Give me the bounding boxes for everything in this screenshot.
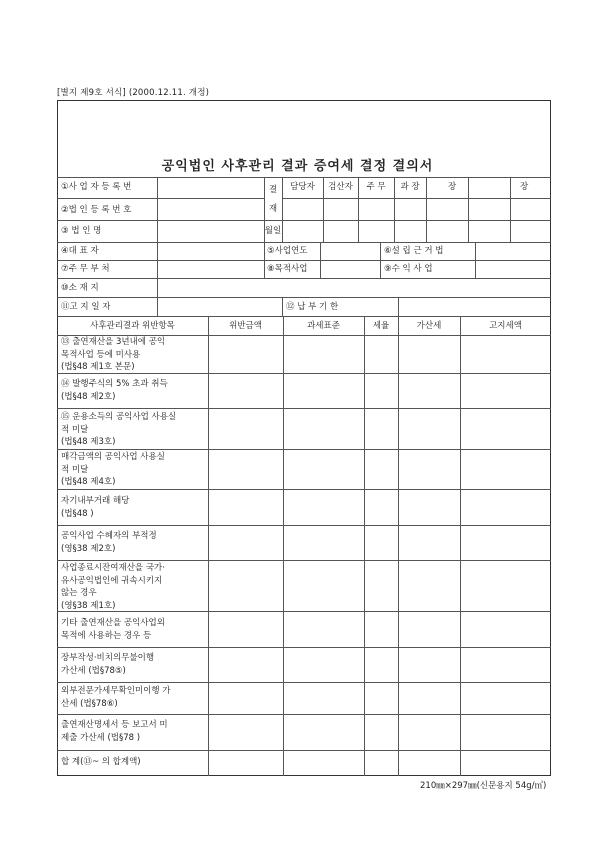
- footer-note: 210㎜×297㎜(신문용지 54g/㎡): [420, 781, 547, 791]
- table-line: [57, 682, 551, 683]
- table-header: 세율: [372, 321, 390, 331]
- purpose-biz-label: ⑧목적사업: [267, 264, 308, 274]
- biz-reg-no-label: ①사 업 자 등 록 번: [61, 182, 132, 192]
- table-row-label: ⑮ 운용소득의 공익사업 사용실 적 미달 (법§48 제3호): [61, 412, 177, 447]
- table-row-label: ⑬ 출연재산을 3년내에 공익 목적사업 등에 미사용 (법§48 제1호 본문): [61, 337, 166, 372]
- approval-role: 담당자: [290, 182, 315, 192]
- info-line: [510, 177, 511, 242]
- table-row-label: 장부작성·비치의무불이행 가산세 (법§78⑤): [61, 653, 155, 676]
- info-line: [57, 198, 264, 199]
- info-line: [282, 297, 283, 316]
- table-line: [208, 316, 209, 776]
- info-line: [264, 242, 265, 278]
- table-line: [364, 316, 365, 776]
- info-line: [380, 242, 381, 278]
- table-row-label: 기타 출연재산을 공익사업외 목적에 사용하는 경우 등: [61, 618, 165, 641]
- table-line: [57, 373, 551, 374]
- table-row-label: 사업종료시잔여재산을 국가· 유사공익법인에 귀속시키지 않는 경우 (영§38 제1호): [61, 563, 165, 611]
- approval-role: 장: [520, 182, 529, 192]
- table-row-label: ⑭ 발행주식의 5% 초과 취득 (법§48 제2호): [61, 379, 168, 402]
- table-row-label: 공익사업 수혜자의 부적정 (영§38 제2호): [61, 531, 157, 554]
- biz-year-label: ⑤사업연도: [267, 246, 308, 256]
- approval-role: 검산자: [328, 182, 353, 192]
- approval-date-label: 월일: [264, 226, 282, 236]
- table-header: 가산세: [416, 321, 442, 331]
- form-header-note: [별지 제9호 서식] (2000.12.11. 개정): [57, 88, 210, 98]
- table-line: [57, 611, 551, 612]
- table-line: [398, 316, 399, 776]
- info-line: [57, 242, 551, 243]
- approval-role: 장: [448, 182, 457, 192]
- info-line: [57, 297, 551, 298]
- info-line: [320, 242, 321, 278]
- info-line: [475, 242, 476, 278]
- approval-role: 주 무: [366, 182, 386, 192]
- table-line: [283, 316, 284, 776]
- info-line: [426, 177, 427, 242]
- representative-label: ④대 표 자: [61, 246, 99, 256]
- notice-date-label: ⑪고 지 일 자: [61, 302, 111, 312]
- table-line: [57, 714, 551, 715]
- table-row-label: 합 계(⑬~ 의 합계액): [61, 757, 141, 767]
- ministry-label: ⑦주 무 부 처: [61, 264, 110, 274]
- table-header: 사후관리결과 위반항목: [90, 321, 175, 331]
- table-line: [57, 647, 551, 648]
- table-row-label: 외부전문가세무확인미이행 가 산세 (법§78⑥): [61, 686, 171, 709]
- table-row-label: 자기내부거래 해당 (법§48 ): [61, 496, 130, 519]
- form-title: 공익법인 사후관리 결과 증여세 결정 결의서: [161, 159, 434, 174]
- table-line: [57, 560, 551, 561]
- table-header: 위반금액: [229, 321, 262, 331]
- location-label: ⑩소 재 지: [61, 283, 99, 293]
- table-line: [57, 489, 551, 490]
- revenue-biz-label: ⑨수 익 사 업: [384, 264, 433, 274]
- corp-reg-no-label: ②법 인 등 록 번 호: [61, 205, 132, 215]
- approval-label-top: 결: [268, 185, 278, 195]
- table-line: [57, 525, 551, 526]
- info-line: [57, 260, 551, 261]
- info-line: [157, 177, 158, 316]
- due-date-label: ⑫ 납 부 기 한: [286, 302, 339, 312]
- table-line: [57, 449, 551, 450]
- info-line: [57, 278, 551, 279]
- table-row-label: 출연재산명세서 등 보고서 미 제출 가산세 (법§78 ): [61, 720, 168, 743]
- table-header: 고지세액: [489, 321, 522, 331]
- establishment-basis-label: ⑥설 립 근 거 법: [384, 246, 444, 256]
- corp-name-label: ③ 법 인 명: [61, 226, 102, 236]
- info-line: [468, 177, 469, 242]
- table-line: [57, 750, 551, 751]
- info-line: [57, 220, 551, 221]
- table-line: [57, 408, 551, 409]
- approval-role: 과 장: [400, 182, 420, 192]
- info-line: [398, 297, 399, 316]
- info-line: [57, 316, 551, 317]
- approval-label-bottom: 재: [268, 204, 278, 214]
- info-line: [57, 177, 551, 178]
- table-line: [460, 316, 461, 776]
- table-row-label: 매각금액의 공익사업 사용실 적 미달 (법§48 제4호): [61, 452, 165, 487]
- table-header: 과세표준: [307, 321, 340, 331]
